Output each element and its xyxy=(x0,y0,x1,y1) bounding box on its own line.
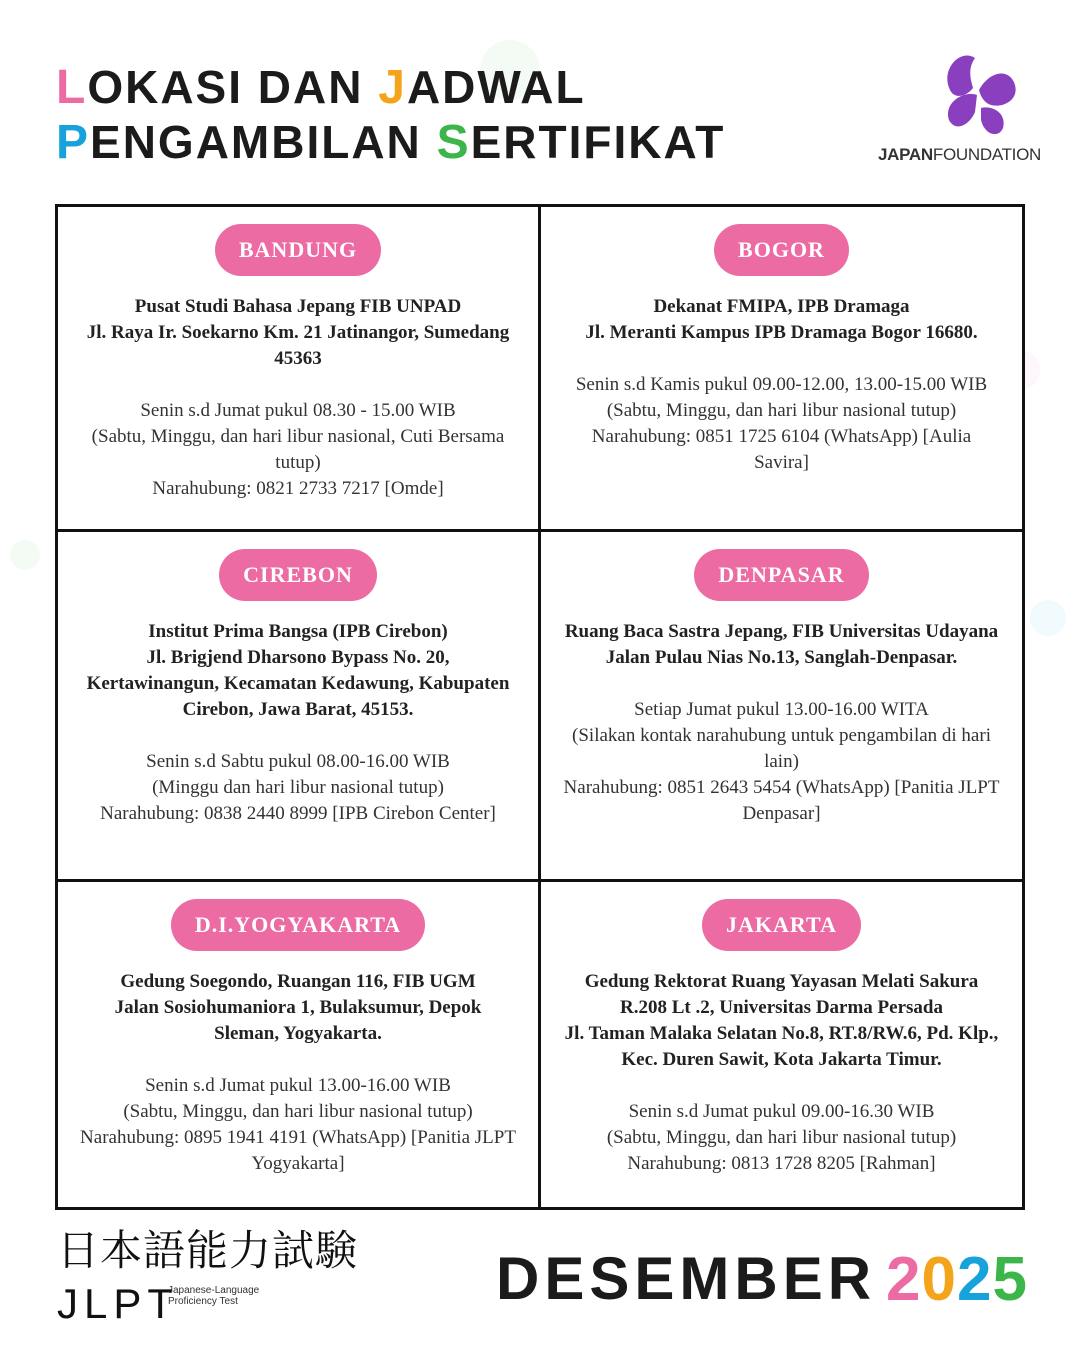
location-schedule xyxy=(563,697,1000,827)
location-address xyxy=(80,969,516,1047)
address-line: Jalan Sosiohumaniora 1, Bulaksumur, Depok Sleman, Yogyakarta. xyxy=(114,997,482,1044)
title-line-1 xyxy=(56,60,725,115)
title-segment: S xyxy=(436,116,471,169)
location-schedule xyxy=(563,1099,1000,1177)
month-label: DESEMBER xyxy=(496,1245,877,1312)
location-address xyxy=(80,619,516,723)
contact-line: Narahubung: 0813 1728 8205 [Rahman] xyxy=(627,1153,936,1174)
japan-foundation-logo xyxy=(870,50,1041,170)
location-address xyxy=(563,294,1000,346)
contact-line: Narahubung: 0838 2440 8999 [IPB Cirebon Center] xyxy=(100,803,496,824)
city-badge: BANDUNG xyxy=(215,224,381,276)
schedule-line: (Sabtu, Minggu, dan hari libur nasional tutup) xyxy=(606,1127,957,1148)
schedule-line: Senin s.d Sabtu pukul 08.00-16.00 WIB xyxy=(146,751,450,772)
location-schedule xyxy=(80,1073,516,1177)
butterfly-icon xyxy=(935,50,1020,140)
location-schedule xyxy=(80,749,516,827)
address-line: Jalan Pulau Nias No.13, Sanglah-Denpasar. xyxy=(605,647,958,668)
location-schedule xyxy=(80,398,516,502)
schedule-line: Senin s.d Jumat pukul 13.00-16.00 WIB xyxy=(145,1075,451,1096)
schedule-line: (Sabtu, Minggu, dan hari libur nasional tutup) xyxy=(606,400,957,421)
address-line: Jl. Meranti Kampus IPB Dramaga Bogor 16680. xyxy=(585,322,978,343)
contact-line: Narahubung: 0895 1941 4191 (WhatsApp) [Panitia JLPT Yogyakarta] xyxy=(80,1127,516,1174)
address-line: Pusat Studi Bahasa Jepang FIB UNPAD xyxy=(134,296,462,317)
location-card-cirebon xyxy=(58,532,541,882)
location-card-yogyakarta xyxy=(58,882,541,1207)
location-card-jakarta xyxy=(541,882,1022,1207)
address-line: Gedung Rektorat Ruang Yayasan Melati Sakura R.208 Lt .2, Universitas Darma Persada xyxy=(584,971,979,1018)
title-segment: ERTIFIKAT xyxy=(470,116,726,168)
schedule-line: Setiap Jumat pukul 13.00-16.00 WITA xyxy=(634,699,929,720)
jlpt-japanese-title: 日本語能力試験 xyxy=(57,1226,359,1275)
address-line: Ruang Baca Sastra Jepang, FIB Universitas Udayana xyxy=(564,621,999,642)
location-schedule xyxy=(563,372,1000,476)
address-line: Jl. Brigjend Dharsono Bypass No. 20, Kertawinangun, Kecamatan Kedawung, Kabupaten Cirebon, Jawa Barat, 45153. xyxy=(86,647,510,720)
city-badge: DENPASAR xyxy=(694,549,868,601)
year-digit: 0 xyxy=(921,1245,957,1314)
title-segment: ADWAL xyxy=(406,61,586,113)
background-doodle xyxy=(1030,600,1066,636)
location-card-denpasar xyxy=(541,532,1022,882)
year-digit: 2 xyxy=(886,1245,922,1314)
contact-line: Narahubung: 0821 2733 7217 [Omde] xyxy=(152,478,444,499)
city-badge: D.I.YOGYAKARTA xyxy=(171,899,425,951)
title-segment: OKASI DAN xyxy=(87,61,379,113)
locations-grid xyxy=(55,204,1025,1210)
jlpt-subtitle: Japanese-Language Proficiency Test xyxy=(168,1285,260,1307)
location-address xyxy=(563,619,1000,671)
address-line: Jl. Taman Malaka Selatan No.8, RT.8/RW.6, Pd. Klp., Kec. Duren Sawit, Kota Jakarta Timur. xyxy=(564,1023,999,1070)
location-card-bogor xyxy=(541,207,1022,532)
schedule-line: (Sabtu, Minggu, dan hari libur nasional, Cuti Bersama tutup) xyxy=(91,426,505,473)
city-badge: CIREBON xyxy=(219,549,377,601)
year-digit: 2 xyxy=(956,1245,993,1314)
address-line: Jl. Raya Ir. Soekarno Km. 21 Jatinangor, Sumedang 45363 xyxy=(86,322,510,369)
city-badge: JAKARTA xyxy=(702,899,861,951)
schedule-line: Senin s.d Jumat pukul 08.30 - 15.00 WIB xyxy=(140,400,456,421)
year-digit: 5 xyxy=(992,1245,1028,1314)
contact-line: Narahubung: 0851 1725 6104 (WhatsApp) [Aulia Savira] xyxy=(591,426,972,473)
page-title xyxy=(56,60,725,170)
year-label xyxy=(886,1244,1028,1315)
address-line: Gedung Soegondo, Ruangan 116, FIB UGM xyxy=(120,971,476,992)
contact-line: Narahubung: 0851 2643 5454 (WhatsApp) [Panitia JLPT Denpasar] xyxy=(563,777,1000,824)
jlpt-logo-text: JLPT xyxy=(57,1280,180,1327)
schedule-line: (Silakan kontak narahubung untuk pengambilan di hari lain) xyxy=(572,725,991,772)
location-card-bandung xyxy=(58,207,541,532)
schedule-line: (Sabtu, Minggu, dan hari libur nasional tutup) xyxy=(123,1101,473,1122)
background-doodle xyxy=(10,540,40,570)
schedule-line: Senin s.d Kamis pukul 09.00-12.00, 13.00-15.00 WIB xyxy=(575,374,988,395)
schedule-line: Senin s.d Jumat pukul 09.00-16.30 WIB xyxy=(628,1101,935,1122)
location-address xyxy=(80,294,516,372)
title-segment: J xyxy=(378,61,407,114)
japan-foundation-wordmark: JAPANFOUNDATION xyxy=(878,145,1041,164)
title-line-2 xyxy=(56,115,725,170)
location-address xyxy=(563,969,1000,1073)
address-line: Dekanat FMIPA, IPB Dramaga xyxy=(653,296,910,317)
address-line: Institut Prima Bangsa (IPB Cirebon) xyxy=(148,621,448,642)
schedule-line: (Minggu dan hari libur nasional tutup) xyxy=(152,777,444,798)
city-badge: BOGOR xyxy=(714,224,849,276)
title-segment: L xyxy=(56,61,88,114)
title-segment: ENGAMBILAN xyxy=(90,116,437,168)
title-segment: P xyxy=(56,116,91,169)
